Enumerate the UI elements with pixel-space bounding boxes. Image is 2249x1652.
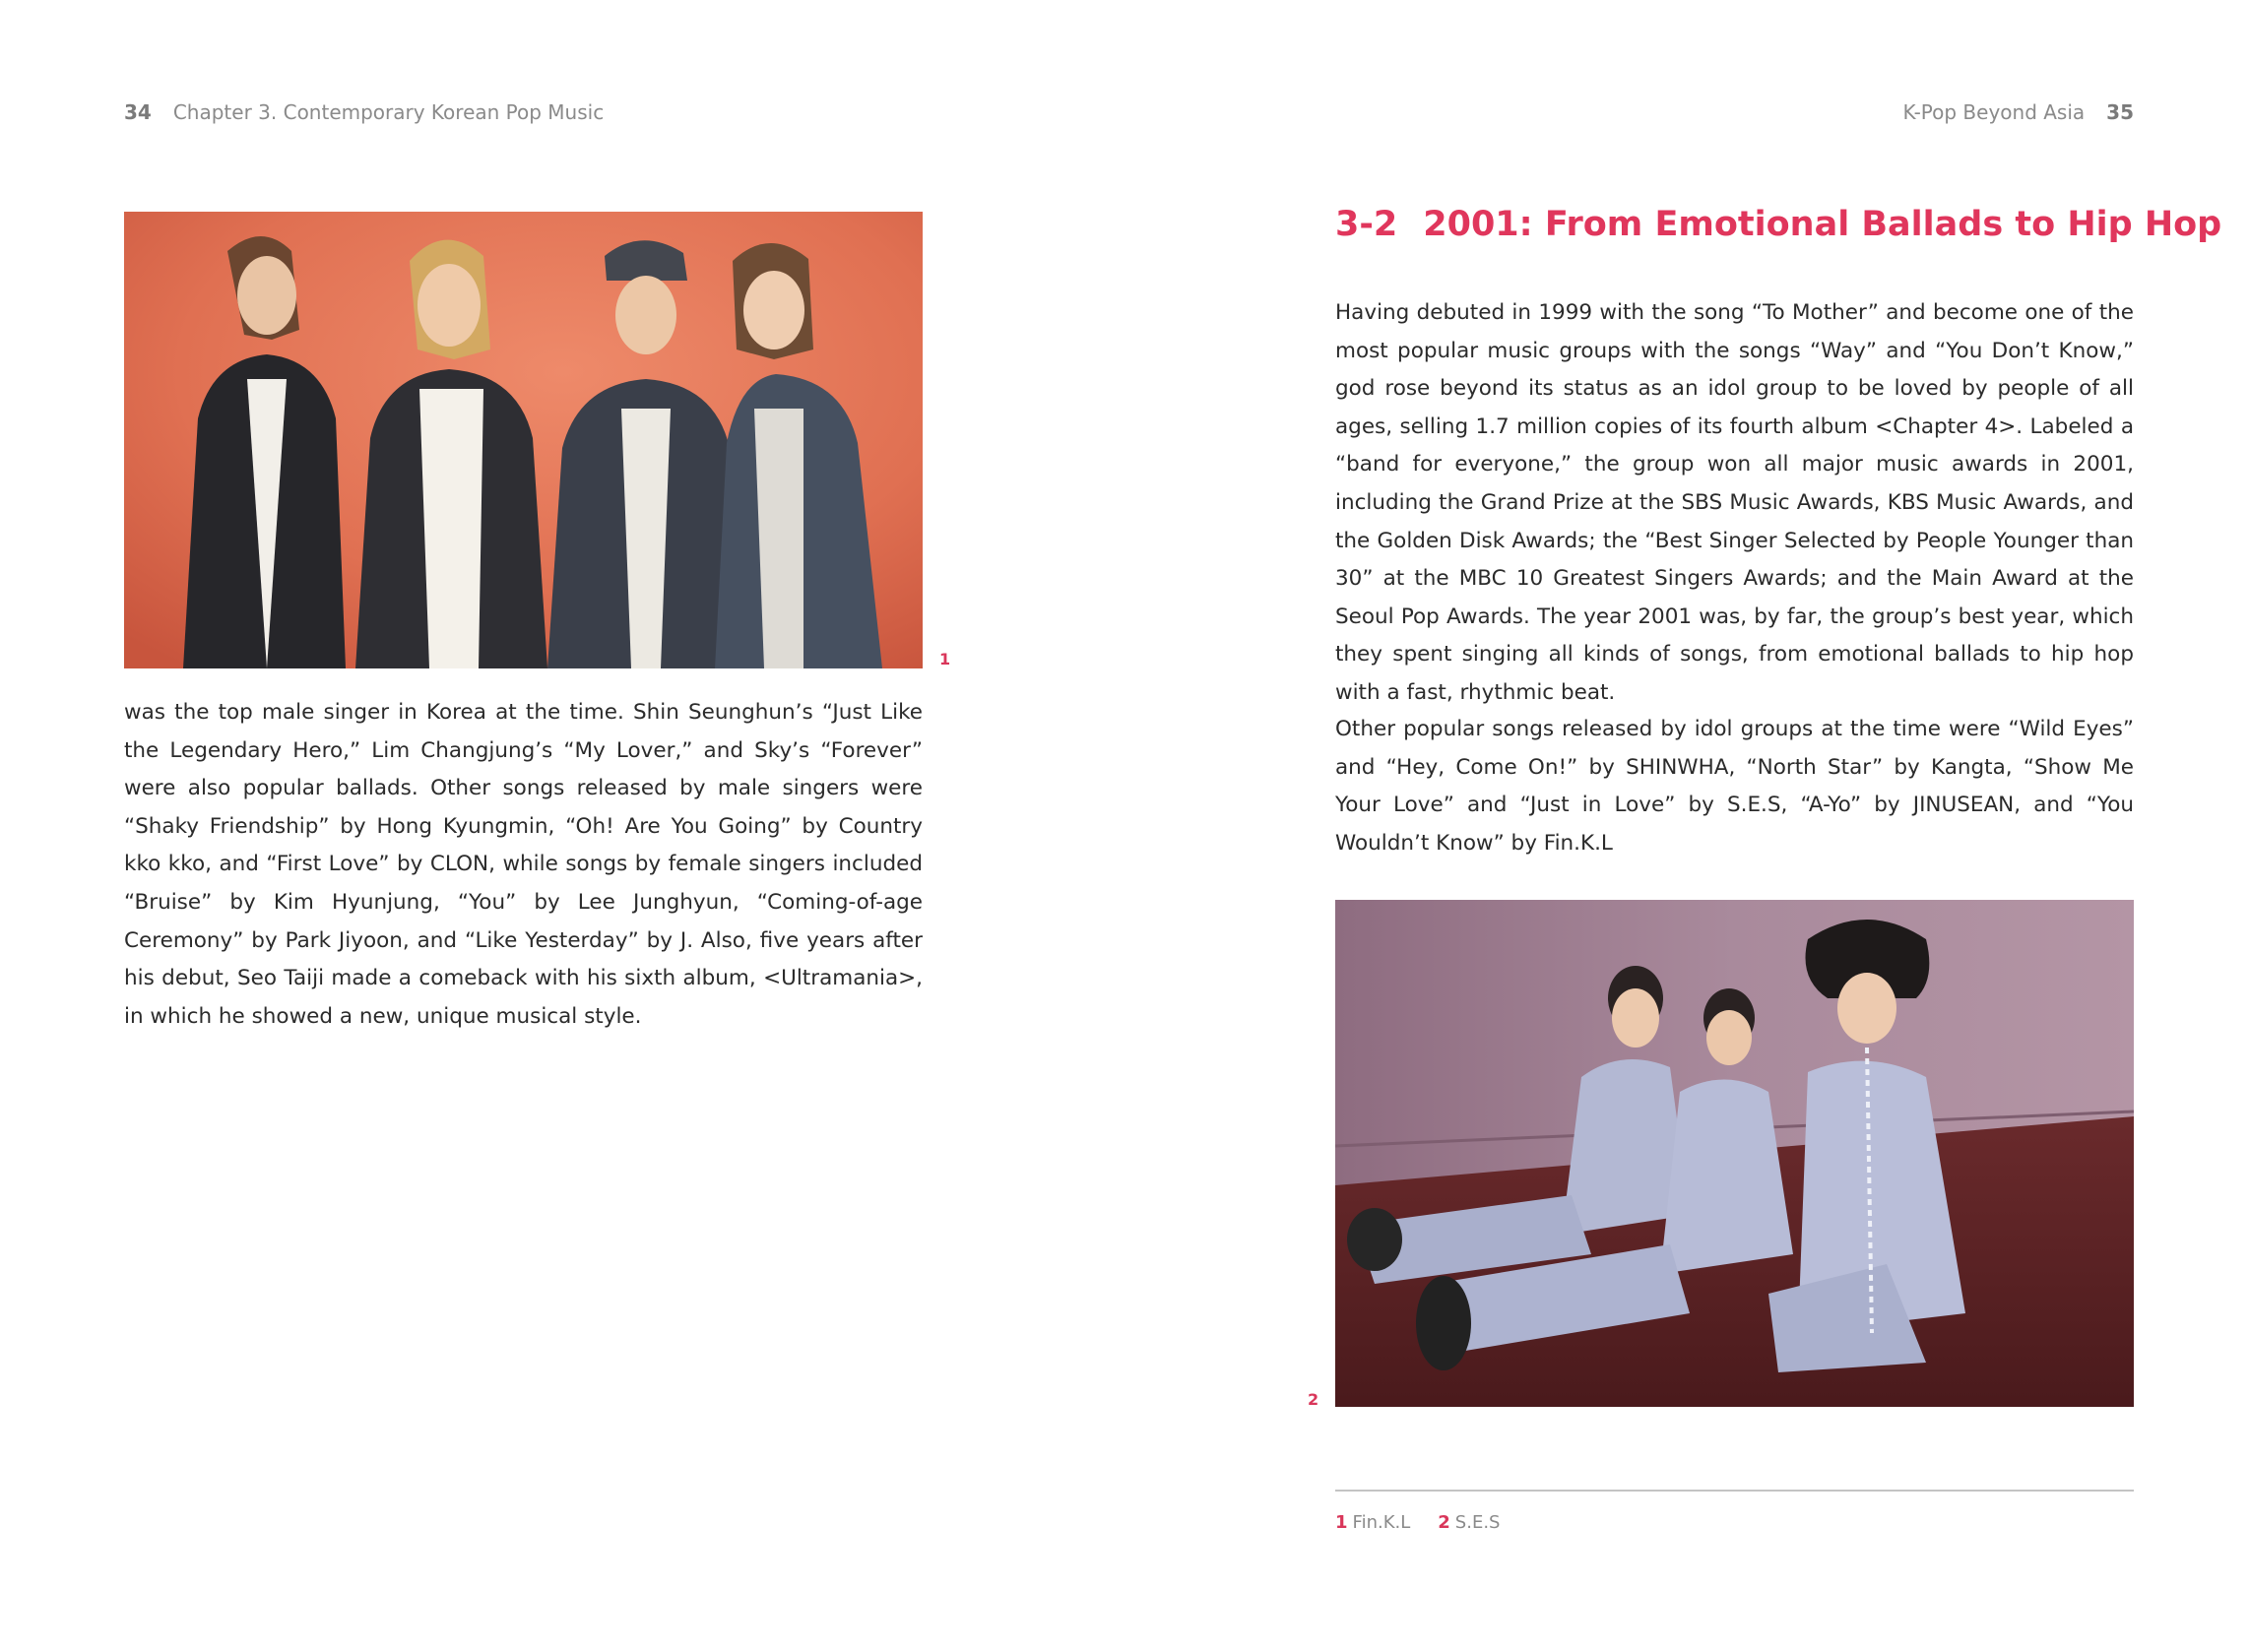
section-heading — [1335, 205, 2221, 244]
right-body-paragraph-2: Other popular songs released by idol groups at the time were “Wild Eyes” and “Hey, Come On!” by SHINWHA, “North Star” by Kangta, “Show Me Your Love” and “Just in Love” by S.E.S, “A-Yo” by JINUSEAN, and “You Wouldn’t Know” by Fin.K.L — [1335, 717, 2134, 856]
photo-captions — [1335, 1512, 1527, 1533]
photo-ses-illustration — [1335, 900, 2134, 1407]
page-number-left: 34 — [124, 100, 152, 124]
photo-fin-kl — [124, 212, 923, 668]
page-number-right: 35 — [2106, 100, 2134, 124]
caption-2 — [1438, 1512, 1500, 1533]
right-body-paragraph-1: Having debuted in 1999 with the song “To Mother” and become one of the most popular music groups with the songs “Way” and “You Don’t Know,” god rose beyond its status as an idol group to be loved by people of all ages, selling 1.7 million copies of its fourth album <Chapter 4>. Labeled a “band for everyone,” the group won all major music awards in 2001, including the Grand Prize at the SBS Music Awards, KBS Music Awards, and the Golden Disk Awards; the “Best Singer Selected by People Younger than 30” at the MBC 10 Greatest Singers Awards; and the Main Award at the Seoul Pop Awards. The year 2001 was, by far, the group’s best year, which they spent singing all kinds of songs, from emotional ballads to hip hop with a fast, rhythmic beat. — [1335, 300, 2134, 705]
caption-2-number: 2 — [1438, 1512, 1450, 1533]
caption-1 — [1335, 1512, 1410, 1533]
caption-1-number: 1 — [1335, 1512, 1348, 1533]
figure-marker-2: 2 — [1308, 1390, 1319, 1409]
caption-divider — [1335, 1490, 2134, 1492]
running-head-right — [1903, 100, 2134, 124]
left-body-paragraph: was the top male singer in Korea at the time. Shin Seunghun’s “Just Like the Legendary Hero,” Lim Changjung’s “My Lover,” and Sky’s “Forever” were also popular ballads. Other songs released by male singers were “Shaky Friendship” by Hong Kyungmin, “Oh! Are You Going” by Country kko kko, and “First Love” by CLON, while songs by female singers included “Bruise” by Kim Hyunjung, “You” by Lee Junghyun, “Coming-of-age Ceremony” by Park Jiyoon, and “Like Yesterday” by J. Also, five years after his debut, Seo Taiji made a comeback with his sixth album, <Ultramania>, in which he showed a new, unique musical style. — [124, 700, 923, 1029]
caption-1-text: Fin.K.L — [1352, 1512, 1411, 1533]
figure-marker-1: 1 — [939, 650, 951, 668]
running-title-right: K-Pop Beyond Asia — [1902, 100, 2086, 124]
section-title: 2001: From Emotional Ballads to Hip Hop — [1423, 205, 2222, 244]
caption-2-text: S.E.S — [1454, 1512, 1501, 1533]
photo-fin-kl-illustration — [124, 212, 923, 668]
section-number: 3-2 — [1335, 205, 1398, 244]
running-head-left — [124, 100, 604, 124]
running-title-left: Chapter 3. Contemporary Korean Pop Music — [172, 100, 605, 124]
photo-ses — [1335, 900, 2134, 1407]
